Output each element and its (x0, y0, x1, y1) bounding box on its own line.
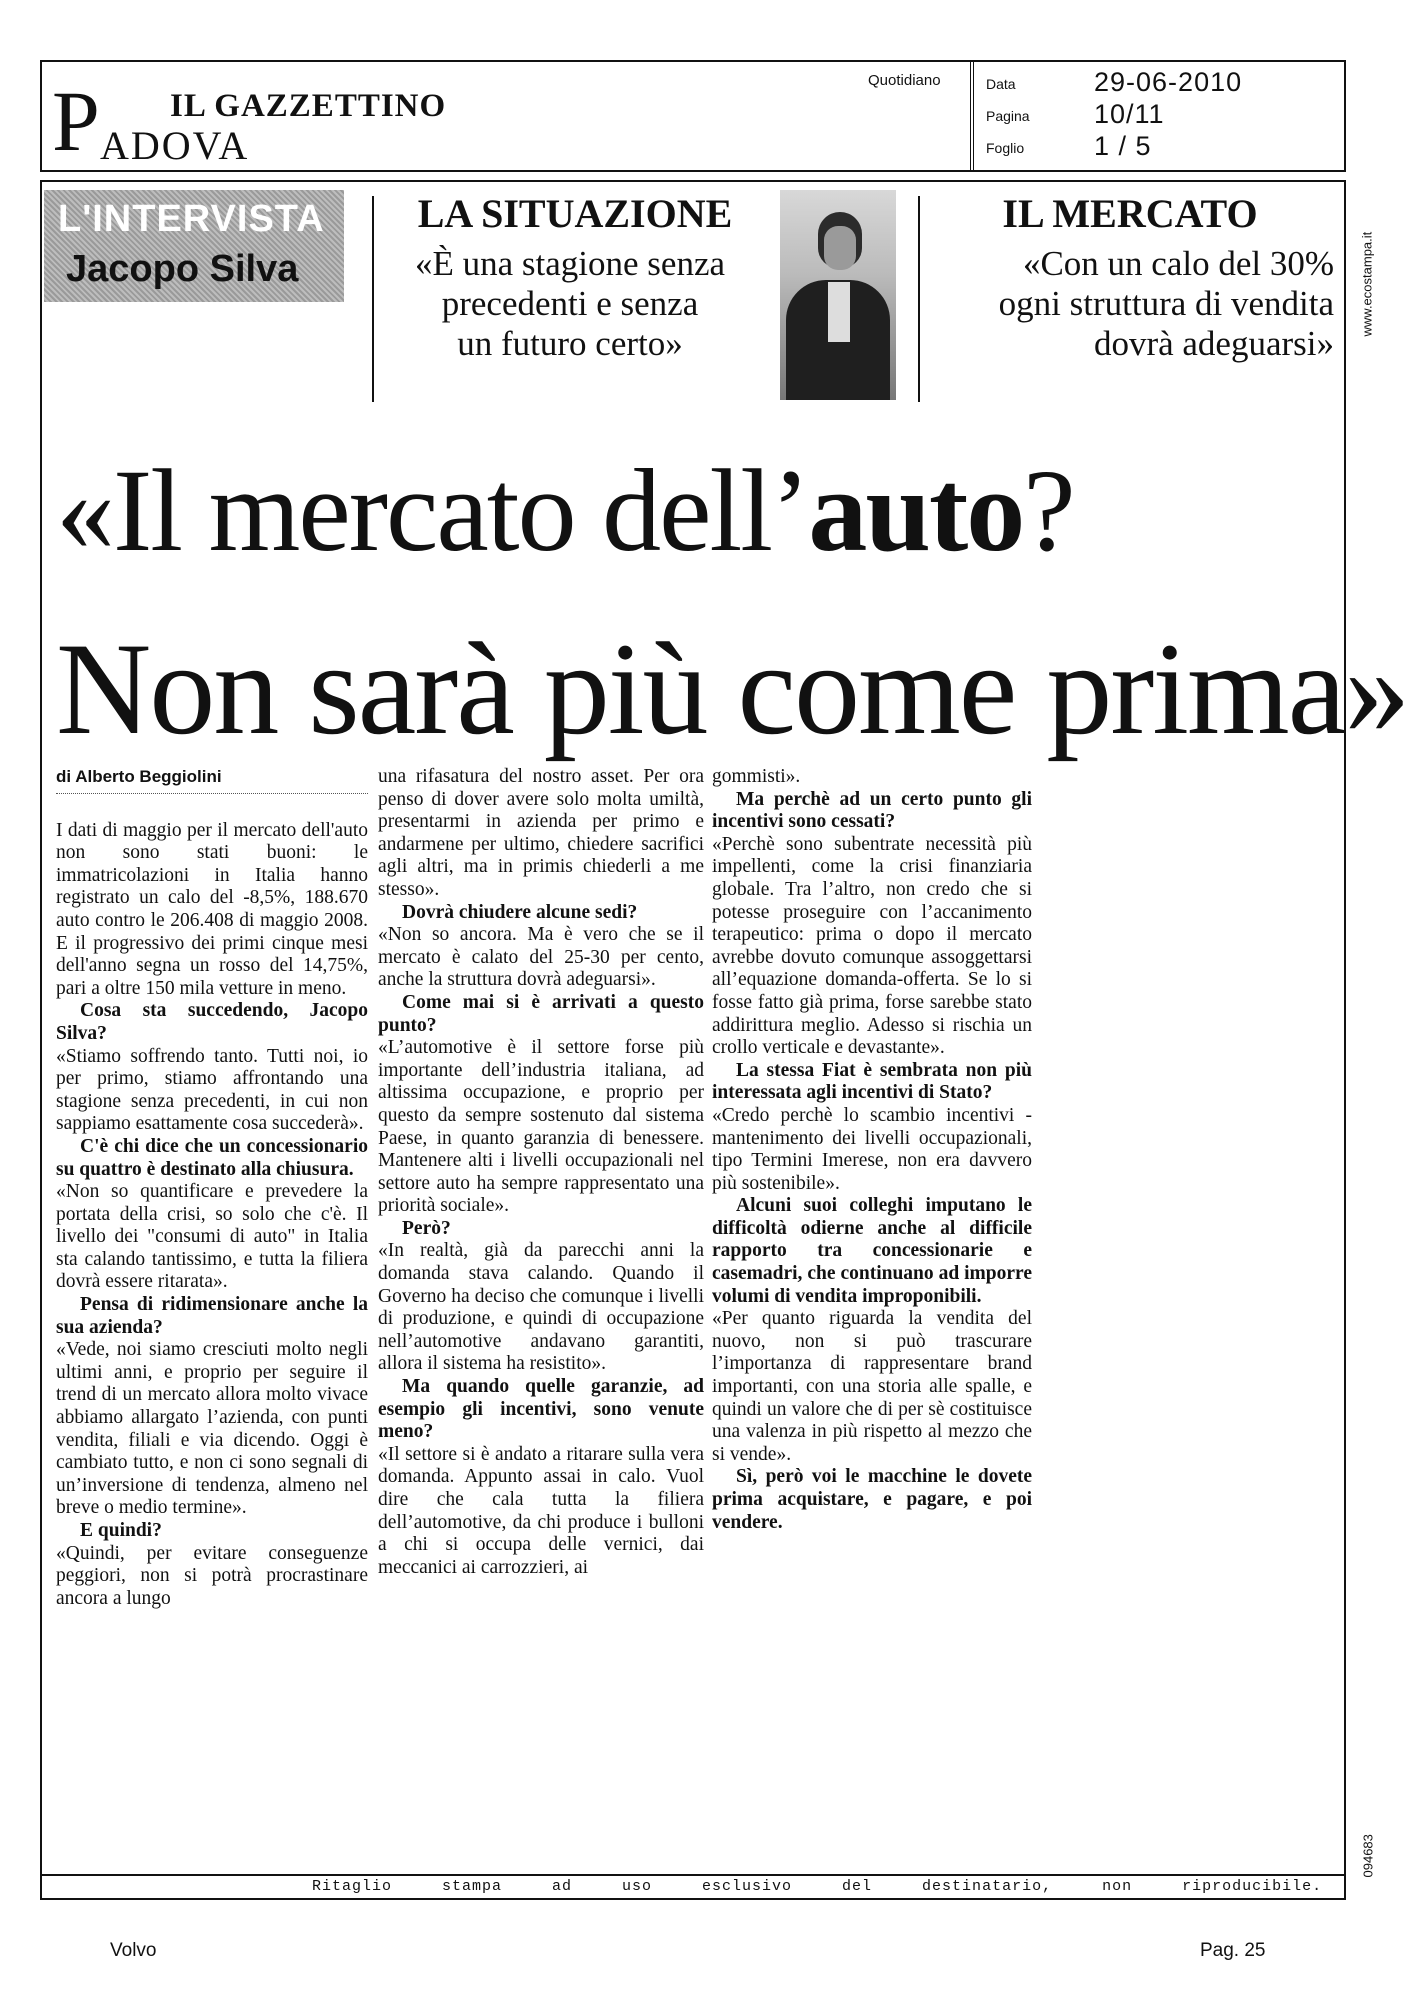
interview-question: Cosa sta succedendo, Jacopo Silva? (56, 1000, 368, 1044)
headline-line-2: Non sarà più come prima» (56, 615, 1409, 762)
interview-question: Però? (402, 1217, 451, 1239)
clip-notice-bar (42, 1874, 1344, 1900)
page-value: 10/11 (1094, 99, 1165, 129)
interview-question: Ma quando quelle garanzie, ad esempio gli incentivi, sono venute meno? (378, 1376, 704, 1443)
market-quote-line: dovrà adeguarsi» (1093, 324, 1334, 363)
clip-notice: Ritaglio stampa ad uso esclusivo del destinatario, non riproducibile. (312, 1878, 1323, 1895)
byline: di Alberto Beggiolini (56, 766, 368, 794)
situation-kicker: LA SITUAZIONE (417, 191, 733, 236)
date-row (974, 67, 1344, 100)
market-quote-line: «Con un calo del 30% (1022, 244, 1334, 283)
paragraph: «Vede, noi siamo cresciuti molto negli ultimi anni, e proprio per seguire il trend di un mercato allora molto vivace abbiamo allargato l’azienda, con punti vendita, filiali e via dicendo. Oggi è cambiato tutto, e non ci sono segnali di un’inversione di tendenza, almeno nel breve o medio termine». (56, 1339, 368, 1519)
interview-question: C'è chi dice che un concessionario su quattro è destinato alla chiusura. (56, 1135, 368, 1180)
publication-type: Quotidiano (868, 72, 941, 89)
situation-quote-line: «È una stagione senza (414, 244, 726, 283)
interview-question: Come mai si è arrivati a questo punto? (378, 991, 704, 1036)
market-quote (924, 244, 1334, 364)
headline-emphasis: auto (808, 445, 1024, 576)
masthead (40, 60, 1346, 172)
logo-bottom-text: ADOVA (100, 123, 250, 168)
page-row (974, 99, 1344, 132)
sheet-row (974, 131, 1344, 164)
interview-question: Sì, però voi le macchine le dovete prima acquistare, e pagare, e poi vendere. (712, 1466, 1032, 1533)
side-url (1356, 190, 1378, 340)
footer-page-number: Pag. 25 (1200, 1940, 1266, 1961)
interview-question: Pensa di ridimensionare anche la sua azienda? (56, 1294, 368, 1338)
divider (918, 196, 920, 402)
paragraph: «L’automotive è il settore forse più importante dell’industria italiana, ad altissima occupazione, e proprio per questo da sempre sostenuto dal sistema Paese, in quanto garanzia di benessere. Mantenere alti i livelli occupazionali nel settore auto ha sempre rappresentato una priorità sociale». (378, 1037, 704, 1217)
footer-client: Volvo (110, 1940, 157, 1961)
paragraph: «Non so ancora. Ma è vero che se il mercato è calato del 25-30 per cento, anche la struttura dovrà adeguarsi». (378, 924, 704, 991)
paragraph: «Credo perchè lo scambio incentivi - mantenimento dei livelli occupazionali, tipo Termini Imerese, non era davvero più sostenibile». (712, 1104, 1032, 1194)
paragraph: «Stiamo soffrendo tanto. Tutti noi, io per primo, stiamo affrontando una stagione senza precedenti, in cui non sappiamo esattamente cosa succederà». (56, 1045, 368, 1135)
paragraph: I dati di maggio per il mercato dell'auto non sono stati buoni: le immatricolazioni in Italia hanno registrato un calo del -8,5%, 188.670 auto contro le 206.408 di maggio 2008. E il progressivo dei primi cinque mesi dell'anno segna un rosso del 14,75%, pari a oltre 150 mila vetture in meno. (56, 819, 368, 999)
situation-quote (370, 244, 770, 364)
market-quote-line: ogni struttura di vendita (998, 284, 1334, 323)
portrait-photo (780, 190, 896, 400)
paragraph: «Non so quantificare e prevedere la portata della crisi, so solo che c'è. Il livello dei "consumi di auto" in Italia sta calando tantissimo, e tutta la filiera dovrà essere ritarata». (56, 1181, 368, 1293)
market-kicker: IL MERCATO (1002, 191, 1258, 236)
date-value: 29-06-2010 (1094, 67, 1243, 97)
situation-quote-line: un futuro certo» (457, 324, 683, 363)
paragraph: «Perchè sono subentrate necessità più impellenti, come la crisi finanziaria globale. Tra l’altro, non credo che si potesse proseguire con l’accanimento terapeutico: prima o dopo il mercato avrebbe dovuto comunque assoggettarsi all’equazione domanda-offerta. Se lo si fosse fatto già prima, forse sarebbe stato addirittura meglio. Adesso si rischia un crollo verticale e devastante». (712, 833, 1032, 1059)
sheet-value: 1 / 5 (1094, 131, 1152, 161)
logo-initial: P (52, 73, 96, 169)
situation-quote-line: precedenti e senza (441, 284, 699, 323)
interview-question: Ma perchè ad un certo punto gli incentivi sono cessati? (712, 788, 1032, 833)
interview-question: Dovrà chiudere alcune sedi? (402, 901, 638, 923)
logo-top-text: IL GAZZETTINO (170, 88, 447, 124)
interview-question: Alcuni suoi colleghi imputano le difficoltà odierne anche al difficile rapporto tra concessionarie e casemadri, che continuano ad imporre volumi di vendita improponibili. (712, 1195, 1032, 1307)
publication-meta (970, 62, 1350, 170)
side-url-text: www.ecostampa.it (1359, 231, 1375, 337)
headline-line-1 (56, 446, 1074, 576)
paragraph: «Il settore si è andato a ritarare sulla vera domanda. Appunto assai in calo. Vuol dire che cala tutta la filiera dell’automotive, da chi produce i bulloni a chi si occupa delle vernici, dai meccanici ai carrozzieri, ai (378, 1443, 704, 1578)
newspaper-logo (52, 73, 452, 169)
headline-text: ? (1023, 445, 1074, 576)
side-code-text: 094683 (1360, 1834, 1376, 1878)
paragraph: gommisti». (712, 766, 801, 787)
paragraph: «In realtà, già da parecchi anni la domanda stava calando. Quando il Governo ha deciso che comunque i livelli di produzione, e quindi di occupazione nell’automotive andavano garantiti, allora il sistema ha resistito». (378, 1240, 704, 1375)
sheet-label: Foglio (986, 140, 1025, 156)
date-label: Data (986, 76, 1016, 92)
paragraph: «Quindi, per evitare conseguenze peggiori, non si potrà procrastinare ancora a lungo (56, 1542, 368, 1609)
interview-question: E quindi? (80, 1520, 162, 1541)
article-column-3 (712, 766, 1032, 1534)
page-label: Pagina (986, 108, 1030, 124)
paragraph: «Per quanto riguarda la vendita del nuovo, non si può trascurare l’importanza di rappresentare brand importanti, con una storia alle spalle, e quindi un valore che di per sè costituisce una valenza in più rispetto al mezzo che si vende». (712, 1308, 1032, 1465)
headline-text: «Il mercato dell’ (56, 445, 809, 576)
badge-kicker: L'INTERVISTA (58, 198, 325, 240)
interview-badge (44, 190, 344, 302)
paragraph: una rifasatura del nostro asset. Per ora penso di dover avere solo molta umiltà, presentarmi in azienda per primo e andarmene per ultimo, chiedere sacrifici agli altri, ma in primis chiederli a me stesso». (378, 766, 704, 900)
article-column-2 (378, 766, 704, 1579)
side-code (1356, 1800, 1378, 1880)
article-column-1 (56, 766, 368, 1610)
interview-question: La stessa Fiat è sembrata non più interessata agli incentivi di Stato? (712, 1059, 1032, 1104)
badge-name: Jacopo Silva (66, 248, 299, 290)
